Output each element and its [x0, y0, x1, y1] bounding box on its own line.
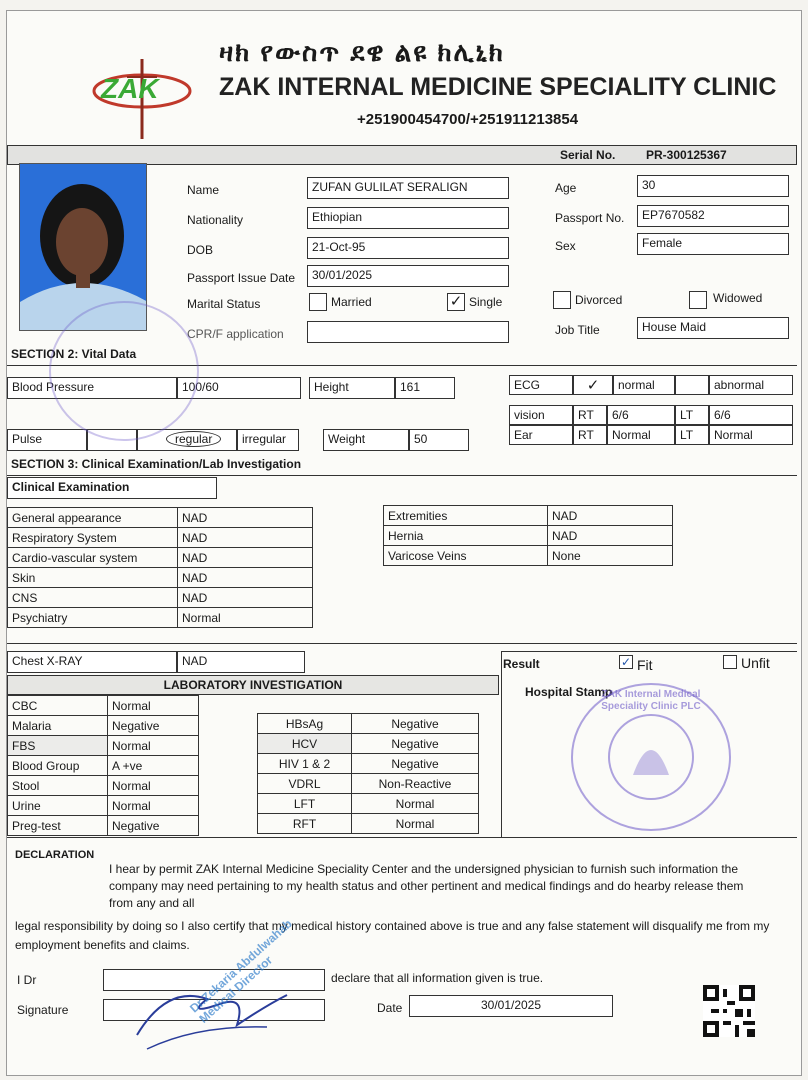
lab-value[interactable]: Normal: [108, 696, 199, 716]
table-row: [258, 734, 479, 754]
clinical-exam-right-table: [383, 505, 673, 566]
ecg-normal-check[interactable]: ✓: [573, 375, 613, 395]
married-label: Married: [331, 295, 372, 309]
result-label: Result: [503, 657, 540, 671]
dob-label: DOB: [187, 243, 214, 257]
pulse-label: Pulse: [7, 429, 87, 451]
exam-item: Hernia: [384, 526, 548, 546]
lab-item: HIV 1 & 2: [258, 754, 352, 774]
vision-lt-label: LT: [675, 405, 709, 425]
name-field[interactable]: ZUFAN GULILAT SERALIGN: [307, 177, 509, 199]
regular-label: regular: [166, 431, 221, 447]
logo-text: ZAK: [101, 73, 159, 104]
table-row: [8, 756, 199, 776]
exam-item: Skin: [8, 568, 178, 588]
table-row: [258, 774, 479, 794]
height-field[interactable]: 161: [395, 377, 455, 399]
dob-field[interactable]: 21-Oct-95: [307, 237, 509, 259]
divider: [7, 643, 797, 644]
lab-value[interactable]: Normal: [352, 794, 479, 814]
declare-text: declare that all information given is true.: [331, 971, 544, 985]
divorced-label: Divorced: [575, 293, 623, 307]
weight-label: Weight: [323, 429, 409, 451]
cpr-field[interactable]: [307, 321, 509, 343]
serial-label: Serial No.: [560, 148, 616, 162]
clinical-exam-title: Clinical Examination: [7, 477, 217, 499]
exam-value[interactable]: NAD: [178, 528, 313, 548]
nationality-field[interactable]: Ethiopian: [307, 207, 509, 229]
exam-item: Varicose Veins: [384, 546, 548, 566]
exam-item: Extremities: [384, 506, 548, 526]
lab-item: HBsAg: [258, 714, 352, 734]
lab-value[interactable]: Negative: [352, 754, 479, 774]
cpr-label: CPR/F application: [187, 327, 284, 341]
date-label: Date: [377, 1001, 403, 1015]
table-row: [384, 506, 673, 526]
exam-value[interactable]: None: [548, 546, 673, 566]
married-checkbox[interactable]: [309, 293, 327, 311]
name-label: Name: [187, 183, 220, 197]
table-row: [8, 776, 199, 796]
lab-item: LFT: [258, 794, 352, 814]
table-row: [8, 528, 313, 548]
exam-value[interactable]: NAD: [548, 526, 673, 546]
lab-item: Blood Group: [8, 756, 108, 776]
exam-item: Psychiatry: [8, 608, 178, 628]
lab-item: CBC: [8, 696, 108, 716]
clinic-phones: +251900454700/+251911213854: [357, 111, 579, 128]
lab-item: Urine: [8, 796, 108, 816]
exam-item: General appearance: [8, 508, 178, 528]
clinical-exam-left-table: [7, 507, 313, 628]
date-field[interactable]: 30/01/2025: [409, 995, 613, 1017]
table-row: [384, 546, 673, 566]
vision-rt-field[interactable]: 6/6: [607, 405, 675, 425]
table-row: [258, 754, 479, 774]
exam-item: CNS: [8, 588, 178, 608]
exam-value[interactable]: NAD: [178, 548, 313, 568]
clinic-logo: [87, 55, 197, 141]
ear-lt-field[interactable]: Normal: [709, 425, 793, 445]
unfit-label: Unfit: [741, 655, 770, 671]
photo-stamp-overlay: [49, 301, 199, 441]
job-label: Job Title: [555, 323, 600, 337]
single-checkbox[interactable]: ✓: [447, 293, 465, 311]
divider: [7, 475, 797, 476]
height-label: Height: [309, 377, 395, 399]
divider: [501, 651, 797, 652]
hospital-stamp-label: Hospital Stamp: [525, 685, 613, 699]
vision-lt-field[interactable]: 6/6: [709, 405, 793, 425]
xray-label: Chest X-RAY: [7, 651, 177, 673]
lab-value[interactable]: Normal: [108, 776, 199, 796]
ecg-abnormal-label: abnormal: [709, 375, 793, 395]
divorced-checkbox[interactable]: [553, 291, 571, 309]
dr-label: I Dr: [17, 973, 37, 987]
unfit-checkbox[interactable]: [723, 655, 737, 669]
table-row: [8, 816, 199, 836]
table-row: [258, 714, 479, 734]
lab-right-table: [257, 713, 479, 834]
signature-label: Signature: [17, 1003, 69, 1017]
declaration-para-1: I hear by permit ZAK Internal Medicine Speciality Center and the undersigned physician to furnish such information the company may need pertaining to my health status and other pertinent and medical findings and do hearby release them from any and all: [109, 862, 744, 910]
widowed-label: Widowed: [713, 291, 763, 305]
lab-left-table: [7, 695, 199, 836]
issue-date-label: Passport Issue Date: [187, 271, 296, 285]
declaration-para-2: legal responsibility by doing so I also certify that my medical history contained above is true and any false statement will disqualify me from my employment benefits and claims.: [15, 919, 770, 952]
issue-date-field[interactable]: 30/01/2025: [307, 265, 509, 287]
section-2-title: SECTION 2: Vital Data: [11, 347, 137, 361]
sex-field[interactable]: Female: [637, 233, 789, 255]
lab-value[interactable]: Normal: [108, 796, 199, 816]
single-label: Single: [469, 295, 503, 309]
table-row: [8, 548, 313, 568]
lab-value[interactable]: Negative: [108, 716, 199, 736]
lab-value[interactable]: Non-Reactive: [352, 774, 479, 794]
lab-value[interactable]: Negative: [108, 816, 199, 836]
lab-item: RFT: [258, 814, 352, 834]
clinic-stamp-text: ZAK Internal Medical Speciality Clinic PLC: [601, 689, 701, 712]
table-row: [8, 588, 313, 608]
sex-label: Sex: [555, 239, 576, 253]
lab-item: VDRL: [258, 774, 352, 794]
clinic-name-amharic: ዛክ የውስጥ ደዌ ልዩ ክሊኒክ: [219, 37, 505, 67]
serial-value: PR-300125367: [646, 148, 727, 162]
lab-value[interactable]: Negative: [352, 714, 479, 734]
nationality-label: Nationality: [187, 213, 244, 227]
table-row: [258, 814, 479, 834]
passport-label: Passport No.: [555, 211, 625, 225]
medical-form: [6, 10, 802, 1076]
marital-label: Marital Status: [187, 297, 261, 311]
exam-value[interactable]: NAD: [178, 508, 313, 528]
table-row: [8, 508, 313, 528]
vision-label: vision: [509, 405, 573, 425]
bp-label: Blood Pressure: [7, 377, 177, 399]
exam-value[interactable]: Normal: [178, 608, 313, 628]
lab-item: Preg-test: [8, 816, 108, 836]
clinic-stamp: [571, 683, 731, 831]
exam-value[interactable]: NAD: [178, 568, 313, 588]
vision-rt-label: RT: [573, 405, 607, 425]
ear-rt-label: RT: [573, 425, 607, 445]
exam-item: Respiratory System: [8, 528, 178, 548]
serial-bar: [7, 145, 797, 165]
lab-item: HCV: [258, 734, 352, 754]
table-row: [8, 796, 199, 816]
passport-field[interactable]: EP7670582: [637, 205, 789, 227]
table-row: [8, 696, 199, 716]
section-3-title: SECTION 3: Clinical Examination/Lab Investigation: [11, 457, 302, 471]
clinic-name-english: ZAK INTERNAL MEDICINE SPECIALITY CLINIC: [219, 73, 777, 101]
table-row: [8, 568, 313, 588]
table-row: [8, 736, 199, 756]
age-label: Age: [555, 181, 577, 195]
lab-value[interactable]: A +ve: [108, 756, 199, 776]
ear-rt-field[interactable]: Normal: [607, 425, 675, 445]
table-row: [8, 608, 313, 628]
ear-lt-label: LT: [675, 425, 709, 445]
exam-value[interactable]: NAD: [548, 506, 673, 526]
ecg-normal-label: normal: [613, 375, 675, 395]
pulse-irregular-option[interactable]: irregular: [237, 429, 299, 451]
age-field[interactable]: 30: [637, 175, 789, 197]
fit-label: Fit: [637, 657, 653, 673]
table-row: [384, 526, 673, 546]
lab-value[interactable]: Normal: [352, 814, 479, 834]
bp-field[interactable]: 100/60: [177, 377, 301, 399]
divider: [501, 651, 502, 837]
ear-label: Ear: [509, 425, 573, 445]
lab-item: FBS: [8, 736, 108, 756]
doctor-signature-and-stamp: [127, 916, 347, 1065]
lab-title: LABORATORY INVESTIGATION: [7, 675, 499, 695]
lab-value[interactable]: Negative: [352, 734, 479, 754]
job-field[interactable]: House Maid: [637, 317, 789, 339]
ecg-abnormal-check[interactable]: [675, 375, 709, 395]
lab-item: Malaria: [8, 716, 108, 736]
table-row: [8, 716, 199, 736]
fit-checkbox[interactable]: ✓: [620, 655, 632, 669]
declaration-title: DECLARATION: [15, 849, 95, 861]
weight-field[interactable]: 50: [409, 429, 469, 451]
doctor-stamp-text: Dr.Zekaria Abdulwahab Medical Director: [187, 916, 295, 1026]
xray-field[interactable]: NAD: [177, 651, 305, 673]
divider: [7, 837, 797, 838]
qr-code-icon: [703, 985, 755, 1037]
lab-item: Stool: [8, 776, 108, 796]
exam-item: Cardio-vascular system: [8, 548, 178, 568]
widowed-checkbox[interactable]: [689, 291, 707, 309]
exam-value[interactable]: NAD: [178, 588, 313, 608]
ecg-label: ECG: [509, 375, 573, 395]
table-row: [258, 794, 479, 814]
lab-value[interactable]: Normal: [108, 736, 199, 756]
